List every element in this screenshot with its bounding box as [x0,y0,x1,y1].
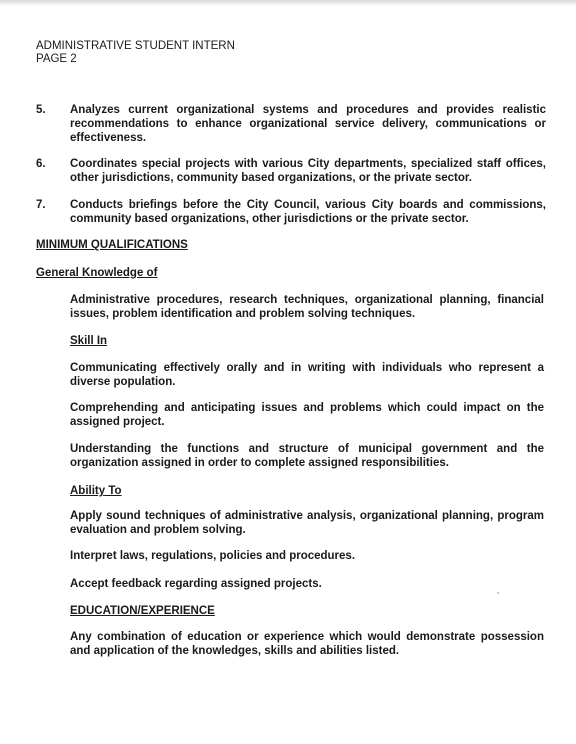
skill-in-heading: Skill In [70,335,108,347]
ability-item: Interpret laws, regulations, policies and procedures. [70,550,356,562]
education-experience-heading: EDUCATION/EXPERIENCE [70,605,215,617]
knowledge-text: Administrative procedures, research techniques, organizational planning, financial issues, problem identification and problem solving techniques. [70,294,544,320]
duty-text: Coordinates special projects with various City departments, specialized staff offices, other jurisdictions, community based organizations, or the private sector. [70,158,546,184]
skill-item: Communicating effectively orally and in writing with individuals who represent a diverse population. [70,362,544,388]
ability-to-heading: Ability To [70,485,122,497]
duty-item [36,157,546,185]
skill-item: Comprehending and anticipating issues and problems which could impact on the assigned project. [70,402,544,428]
general-knowledge-heading: General Knowledge of [36,267,158,279]
duty-number: 7. [36,199,46,211]
page-header [36,40,235,66]
skill-item: Understanding the functions and structure of municipal government and the organization assigned in order to complete assigned responsibilities. [70,443,544,469]
minimum-qualifications-heading: MINIMUM QUALIFICATIONS [36,239,188,251]
header-page-number: PAGE 2 [36,53,77,65]
scan-edge [0,0,576,6]
header-title: ADMINISTRATIVE STUDENT INTERN [36,40,235,52]
ability-item: Apply sound techniques of administrative analysis, organizational planning, program evaluation and problem solving. [70,510,544,536]
duty-text: Analyzes current organizational systems and procedures and provides realistic recommendations to enhance organizational service delivery, communications or effectiveness. [70,104,546,144]
duty-item [36,198,546,226]
education-text: Any combination of education or experience which would demonstrate possession and application of the knowledges, skills and abilities listed. [70,631,544,657]
duty-number: 5. [36,104,46,116]
duty-item [36,103,546,145]
duty-text: Conducts briefings before the City Council, various City boards and commissions, community based organizations, other jurisdictions or the private sector. [70,199,546,225]
ability-item: Accept feedback regarding assigned projects. [70,578,322,590]
scan-speck [497,592,499,594]
duty-number: 6. [36,158,46,170]
